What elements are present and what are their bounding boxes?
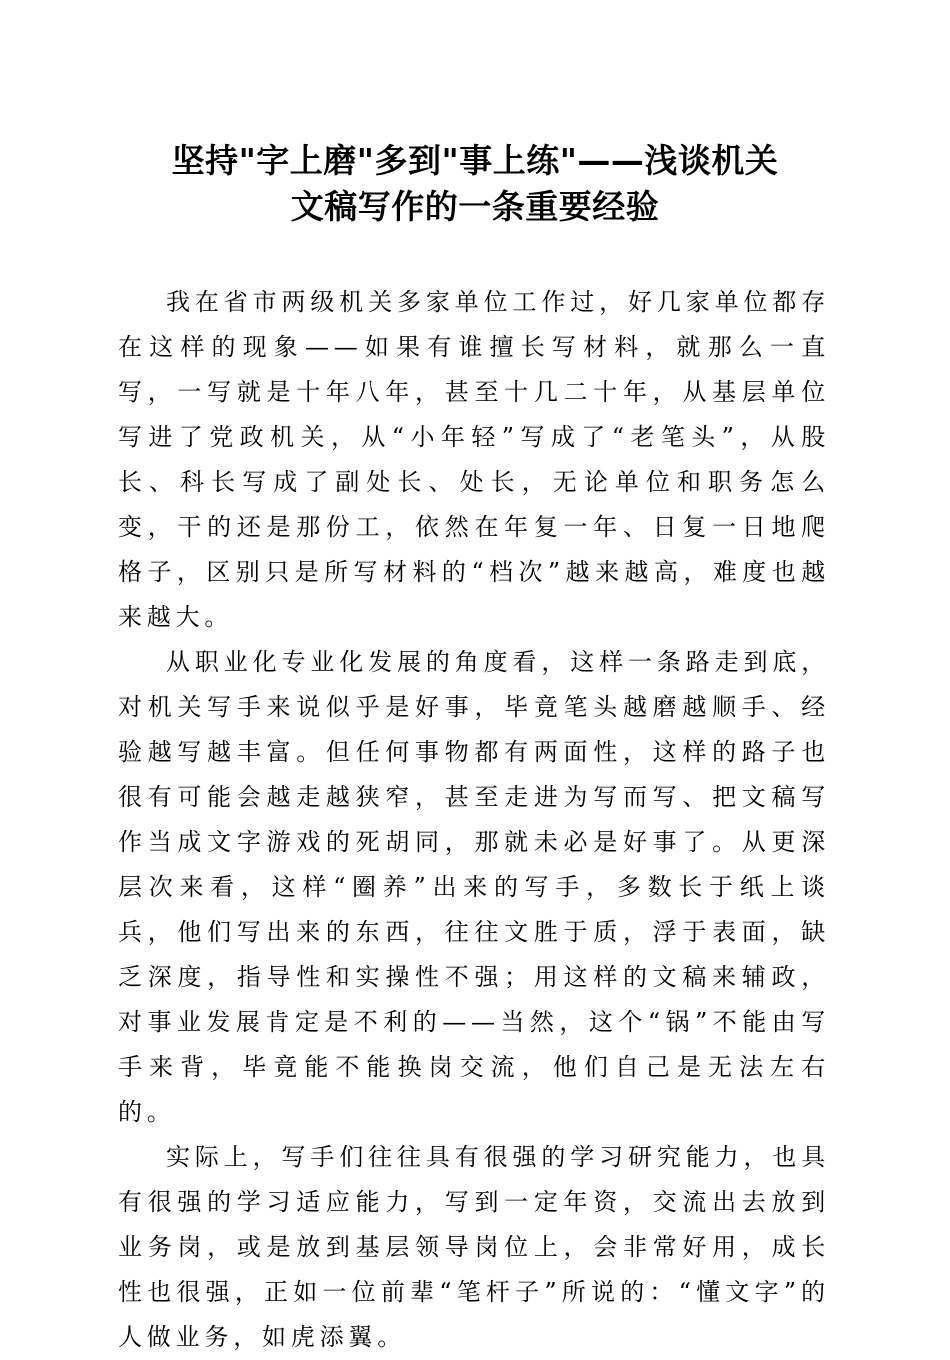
document-title-line-2: 文稿写作的一条重要经验 [290,187,660,226]
paragraph-3: 实际上，写手们往往具有很强的学习研究能力，也具有很强的学习适应能力，写到一定年资，交流出去放到业务岗，或是放到基层领导岗位上，会非常好用，成长性也很强，正如一位前辈“笔杆子”所说的：“懂文字”的人做业务，如虎添翼。 [118,1143,830,1351]
document-title-line-1: 坚持"字上磨"多到"事上练"——浅谈机关 [171,141,779,180]
paragraph-2: 从职业化专业化发展的角度看，这样一条路走到底，对机关写手来说似乎是好事，毕竟笔头越磨越顺手、经验越写越丰富。但任何事物都有两面性，这样的路子也很有可能会越走越狭窄，甚至走进为写而写、把文稿写作当成文字游戏的死胡同，那就未必是好事了。从更深层次来看，这样“圈养”出来的写手，多数长于纸上谈兵，他们写出来的东西，往往文胜于质，浮于表面，缺乏深度，指导性和实操性不强；用这样的文稿来辅政，对事业发展肯定是不利的——当然，这个“锅”不能由写手来背，毕竟能不能换岗交流，他们自己是无法左右的。 [118,648,830,1126]
paragraph-1: 我在省市两级机关多家单位工作过，好几家单位都存在这样的现象——如果有谁擅长写材料，就那么一直写，一写就是十年八年，甚至十几二十年，从基层单位写进了党政机关，从“小年轻”写成了“老笔头”，从股长、科长写成了副处长、处长，无论单位和职务怎么变，干的还是那份工，依然在年复一年、日复一日地爬格子，区别只是所写材料的“档次”越来越高，难度也越来越大。 [118,288,830,631]
document-title [100,138,850,230]
document-body [118,280,830,1360]
